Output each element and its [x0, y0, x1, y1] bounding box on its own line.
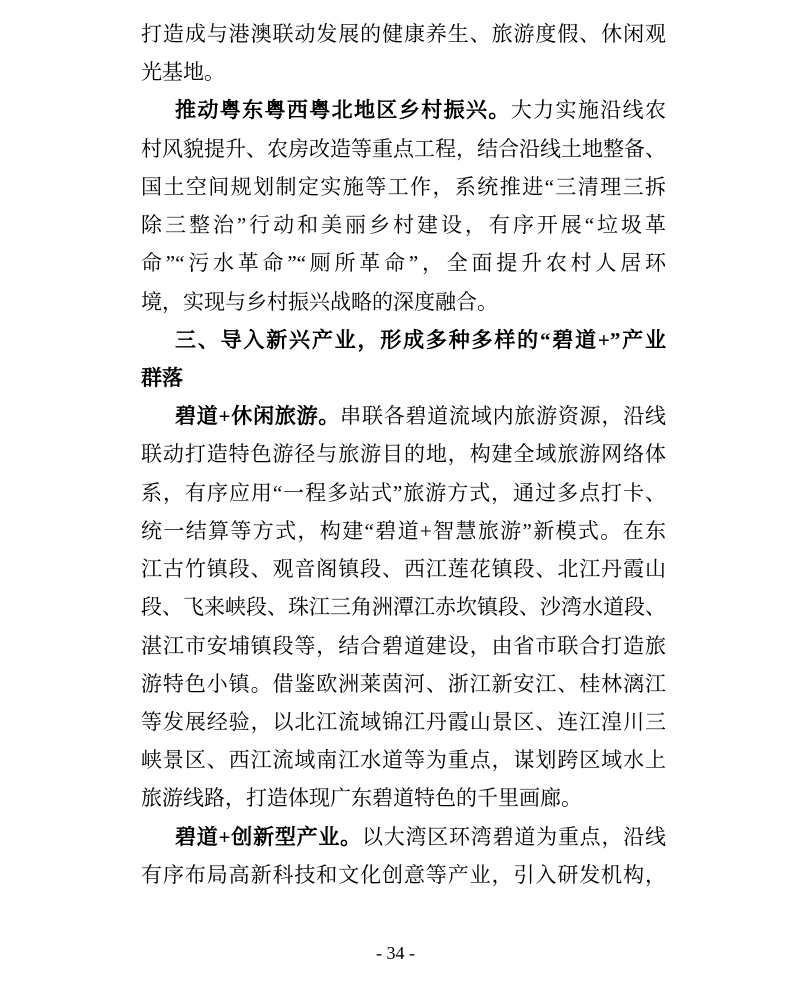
text-line: [141, 130, 666, 168]
text-line: [141, 283, 666, 321]
text-line: [141, 665, 666, 703]
text-line: [141, 91, 666, 129]
text-line: [141, 779, 666, 817]
section-heading: [141, 321, 666, 397]
text-line: [141, 244, 666, 282]
text-line: [141, 168, 666, 206]
text-run: 打造成与港澳联动发展的健康养生、旅游度假、休闲观: [141, 22, 666, 46]
page-number: - 34 -: [376, 943, 415, 963]
text-run: 串联各碧道流域内旅游资源，沿线: [340, 404, 666, 429]
text-run: 国土空间规划制定实施等工作，系统推进“三清理三拆: [141, 174, 666, 199]
text-line: [141, 512, 666, 550]
text-run: 游特色小镇。借鉴欧洲莱茵河、浙江新安江、桂林漓江: [141, 671, 666, 696]
text-line: [141, 206, 666, 244]
text-run: 等发展经验，以北江流域锦江丹霞山景区、连江湟川三: [141, 709, 666, 734]
text-line: [141, 359, 666, 397]
text-line: [141, 53, 666, 91]
text-line: [141, 550, 666, 588]
text-run: 段、飞来峡段、珠江三角洲潭江赤坎镇段、沙湾水道段、: [141, 595, 666, 620]
text-run: 联动打造特色游径与旅游目的地，构建全域旅游网络体: [141, 442, 666, 467]
text-line: [141, 741, 666, 779]
paragraph: [141, 397, 666, 817]
text-line: [141, 703, 666, 741]
text-line: [141, 397, 666, 435]
text-line: [141, 321, 666, 359]
text-run: 湛江市安埔镇段等，结合碧道建设，由省市联合打造旅: [141, 633, 666, 658]
document-body: [141, 15, 666, 894]
text-line: [141, 856, 666, 894]
text-run: 光基地。: [141, 60, 225, 85]
text-line: [141, 818, 666, 856]
bold-run: 碧道+休闲旅游。: [175, 404, 341, 429]
bold-run: 三、导入新兴产业，形成多种多样的“碧道+”产业: [175, 327, 666, 352]
bold-run: 碧道+创新型产业。: [175, 824, 362, 849]
text-line: [141, 15, 666, 53]
text-run: 命”“污水革命”“厕所革命”，全面提升农村人居环: [141, 251, 666, 276]
text-run: 以大湾区环湾碧道为重点，沿线: [361, 824, 666, 849]
text-line: [141, 627, 666, 665]
page-footer: [0, 941, 791, 965]
text-run: 统一结算等方式，构建“碧道+智慧旅游”新模式。在东: [141, 518, 666, 543]
text-line: [141, 474, 666, 512]
text-run: 江古竹镇段、观音阁镇段、西江莲花镇段、北江丹霞山: [141, 557, 666, 582]
text-run: 峡景区、西江流域南江水道等为重点，谋划跨区域水上: [141, 748, 666, 773]
text-run: 有序布局高新科技和文化创意等产业，引入研发机构，: [141, 862, 666, 887]
text-run: 村风貌提升、农房改造等重点工程，结合沿线土地整备、: [141, 136, 666, 161]
paragraph: [141, 15, 666, 91]
paragraph: [141, 91, 666, 320]
text-run: 境，实现与乡村振兴战略的深度融合。: [141, 289, 498, 314]
text-run: 大力实施沿线农: [510, 98, 666, 123]
paragraph: [141, 818, 666, 894]
text-line: [141, 588, 666, 626]
bold-run: 群落: [141, 365, 183, 390]
text-line: [141, 435, 666, 473]
bold-run: 推动粤东粤西粤北地区乡村振兴。: [175, 98, 511, 123]
text-run: 系，有序应用“一程多站式”旅游方式，通过多点打卡、: [141, 480, 666, 505]
text-run: 旅游线路，打造体现广东碧道特色的千里画廊。: [141, 786, 582, 811]
text-run: 除三整治”行动和美丽乡村建设，有序开展“垃圾革: [141, 213, 666, 238]
